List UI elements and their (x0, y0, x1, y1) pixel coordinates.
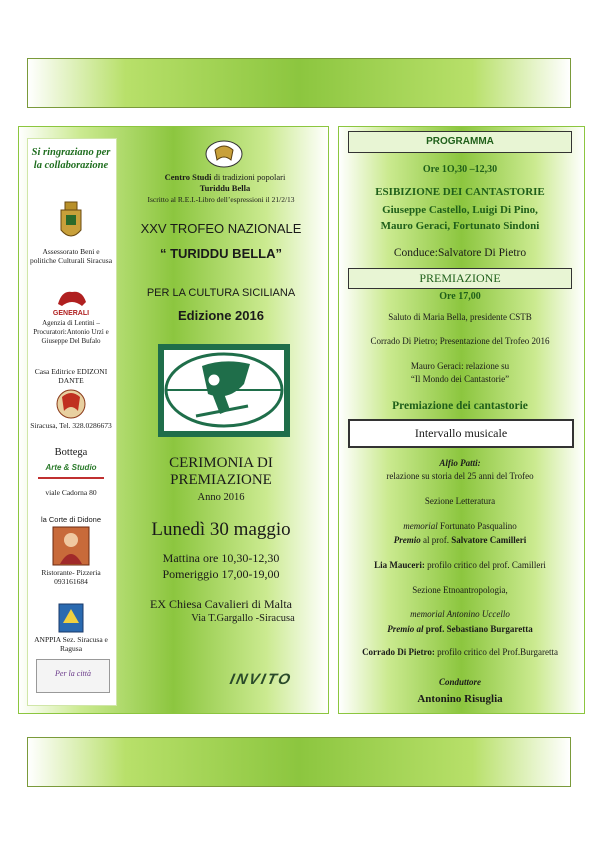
pomeriggio-hours: Pomeriggio 17,00-19,00 (162, 567, 280, 581)
centro-studi-line1: Centro Studi di tradizioni popolari (164, 172, 286, 182)
per-la-citta-logo: Per la città (36, 659, 110, 693)
intervallo-box: Intervallo musicale (348, 419, 574, 448)
esibizione-title: ESIBIZIONE DEI CANTASTORIE (375, 186, 545, 198)
top-banner (27, 58, 571, 108)
corrado-presentazione: Corrado Di Pietro; Presentazione del Trofeo 2016 (370, 336, 550, 346)
centro-studi-logo-icon (205, 140, 243, 168)
trofeo-title-line1: XXV TROFEO NAZIONALE (140, 221, 302, 236)
casa-editrice: Casa Editrice EDIZONI DANTE (34, 367, 108, 386)
venue-address: Via T.Gargallo -Siracusa (191, 613, 295, 624)
trofeo-title-line2: “ TURIDDU BELLA” (159, 246, 283, 261)
premio-burgaretta: Premio al prof. Sebastiano Burgaretta (387, 624, 533, 634)
generali-text: Agenzia di Lentini – Procuratori:Antonio Urzì e Giuseppe Del Bufalo (33, 319, 109, 345)
bottega-label: Bottega (54, 447, 88, 458)
memorial-uccello: memorial Antonino Uccello (410, 609, 510, 619)
memorial-pasqualino: memorial Fortunato Pasqualino (403, 521, 517, 531)
conduce-text: Conduce:Salvatore Di Pietro (393, 247, 527, 259)
centro-studi-name: Turiddu Bella (199, 183, 251, 193)
premiazione-cantastorie: Premiazione dei cantastorie (392, 400, 528, 412)
premio-camilleri: Premio al prof. Salvatore Camilleri (393, 535, 527, 545)
generali-lion-icon (52, 286, 92, 310)
mauro-relazione-2: “Il Mondo dei Cantastorie” (410, 374, 510, 384)
trofeo-emblem-icon (158, 344, 290, 437)
morning-time: Ore 1O,30 –12,30 (422, 164, 498, 175)
anppia-emblem-icon (58, 603, 84, 633)
conduttore-label: Conduttore (438, 677, 481, 687)
invito-label: INVITO (228, 671, 294, 688)
corte-didone: la Corte di Didone (40, 515, 102, 524)
bottom-banner (27, 737, 571, 787)
anppia-text: ANPPIA Sez. Siracusa e Ragusa (34, 635, 108, 654)
dante-portrait-icon (56, 389, 86, 419)
cerimonia-line1: CERIMONIA DI (169, 455, 273, 471)
arte-studio-logo: Arte & Studio (38, 463, 104, 479)
afternoon-time: Ore 17,00 (439, 291, 481, 302)
iscritto-text: Iscritto al R.E.I.-Libro dell’espressioni il 21/2/13 (147, 195, 295, 204)
trofeo-subtitle: PER LA CULTURA SICILIANA (146, 287, 296, 299)
programma-header: PROGRAMMA (348, 131, 572, 153)
generali-logo: GENERALI (52, 310, 90, 317)
corrado-profilo: Corrado Di Pietro: profilo critico del Prof.Burgaretta (362, 647, 558, 657)
ristorante-text: Ristorante- Pizzeria 093161684 (41, 568, 101, 587)
cerimonia-anno: Anno 2016 (197, 492, 245, 503)
alfio-name: Alfio Patti: (439, 458, 481, 468)
conduttore-name: Antonino Risuglia (417, 693, 503, 705)
sponsors-title: Si ringraziano per la collaborazione (31, 147, 111, 172)
cantastorie-names-2: Mauro Geraci, Fortunato Sindoni (380, 220, 540, 232)
didone-painting-icon (52, 526, 90, 566)
assessorato-text: Assessorato Beni e politiche Culturali Siracusa (29, 247, 113, 266)
viale-text: viale Cadorna 80 (45, 488, 97, 497)
lia-profilo: Lia Mauceri: profilo critico del prof. Camilleri (374, 560, 546, 570)
sezione-letteratura: Sezione Letteratura (424, 496, 496, 506)
sezione-etnoantropologia: Sezione Etnoantropologia, (412, 585, 508, 595)
mauro-relazione-1: Mauro Geraci: relazione su (410, 361, 510, 371)
ceremony-date: Lunedì 30 maggio (151, 519, 291, 540)
alfio-relazione: relazione su storia del 25 anni del Trofeo (386, 471, 534, 481)
edizione-text: Edizione 2016 (178, 308, 264, 323)
siracusa-tel: Siracusa, Tel. 328.0286673 (30, 421, 112, 430)
saluto-text: Saluto di Maria Bella, presidente CSTB (388, 312, 532, 322)
mattina-hours: Mattina ore 10,30-12,30 (162, 551, 280, 565)
venue-name: EX Chiesa Cavalieri di Malta (150, 597, 292, 611)
cerimonia-line2: PREMIAZIONE (170, 472, 272, 488)
premiazione-header: PREMIAZIONE (348, 268, 572, 289)
coat-of-arms-icon (56, 200, 86, 244)
cantastorie-names-1: Giuseppe Castello, Luigi Di Pino, (382, 204, 538, 216)
